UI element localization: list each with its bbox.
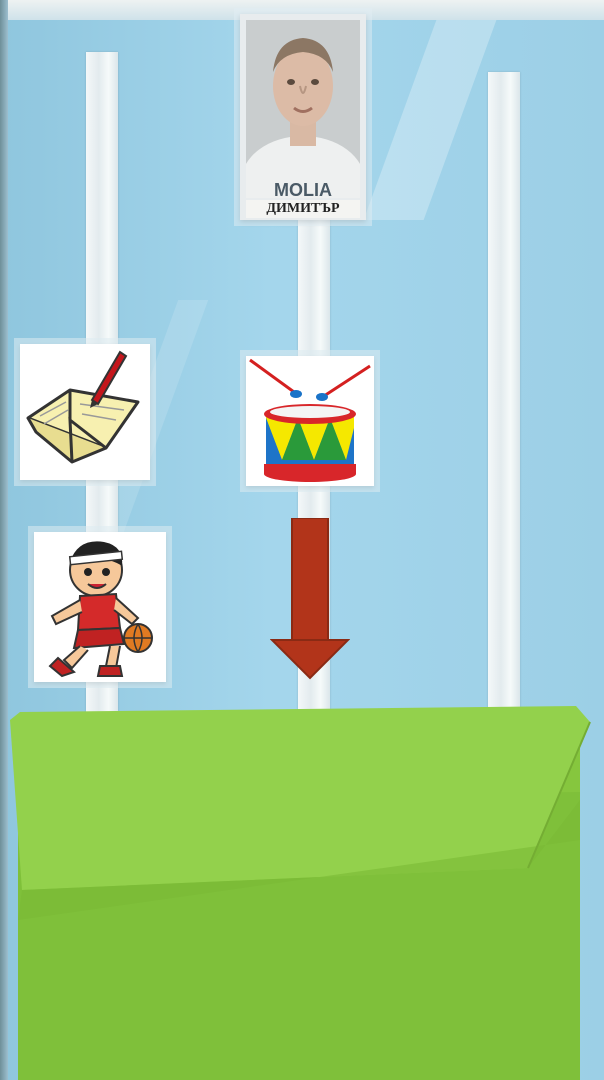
svg-text:MOLIA: MOLIA [274, 180, 332, 198]
down-arrow-icon [270, 518, 350, 680]
green-envelope[interactable] [0, 700, 604, 1080]
glare-1 [364, 20, 497, 220]
book-with-pen-icon [20, 344, 150, 480]
drum-icon [246, 356, 374, 486]
card-drum[interactable] [246, 356, 374, 486]
student-photo-card[interactable] [240, 14, 366, 220]
card-basketball[interactable] [34, 532, 166, 682]
student-name-label: ДИМИТЪР [246, 200, 360, 218]
velcro-strip-right [488, 72, 520, 714]
student-photo [246, 20, 360, 198]
card-book[interactable] [20, 344, 150, 480]
basketball-player-icon [34, 532, 166, 682]
